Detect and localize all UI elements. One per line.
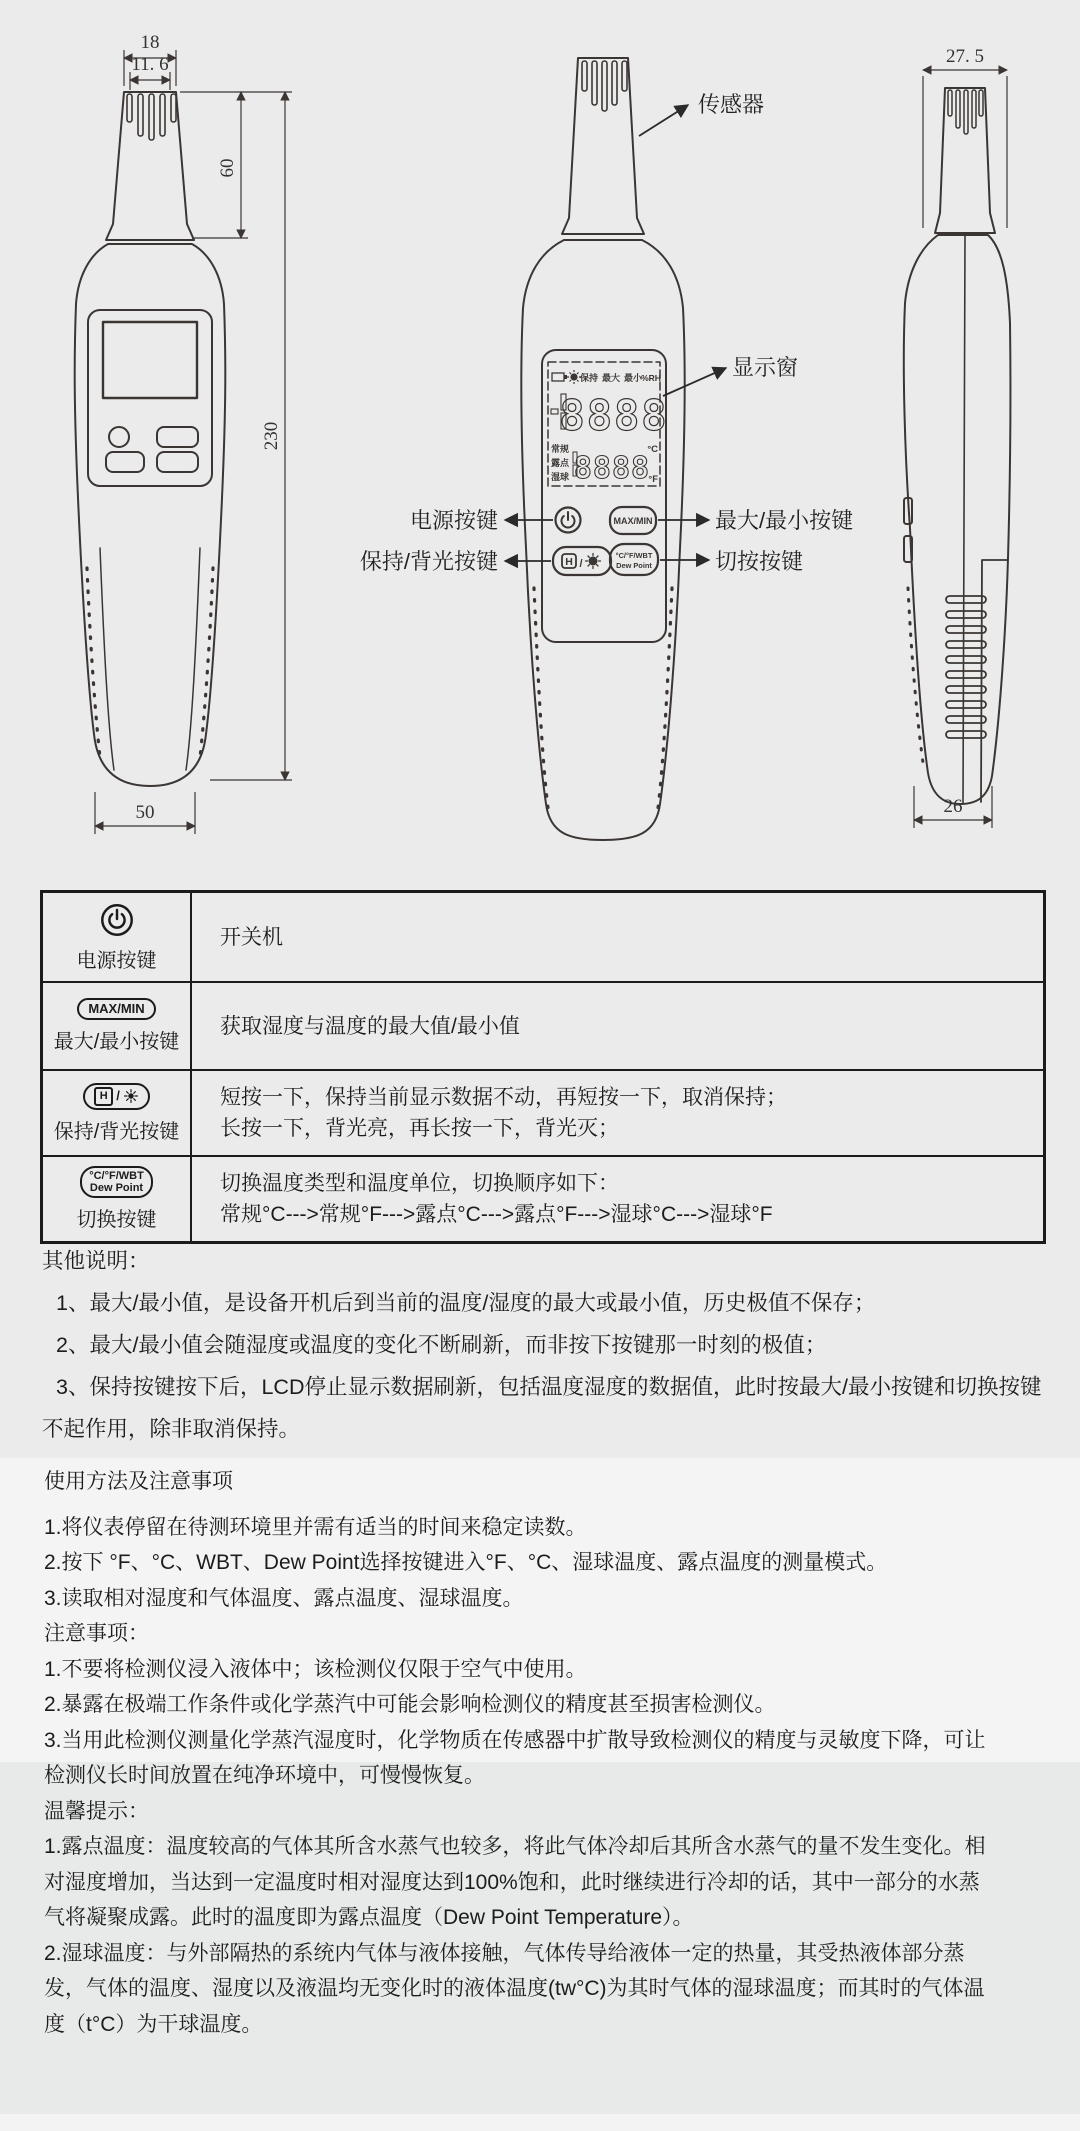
function-text: 切换温度类型和温度单位，切换顺序如下： (220, 1172, 619, 1195)
button-function-table (40, 890, 1046, 1244)
power-button-cell (43, 893, 192, 981)
dim-top-width: 18 (140, 32, 160, 53)
power-button (556, 508, 581, 533)
usage-instructions-section (44, 1464, 992, 2042)
background-band-bottom (0, 2114, 1080, 2131)
table-row (43, 893, 1043, 981)
callout-display: 显示窗 (732, 355, 799, 380)
callout-sensor: 传感器 (698, 92, 765, 117)
notes-title: 其他说明： (42, 1249, 150, 1273)
lcd-status-hold: 保持 (579, 373, 599, 383)
usage-step: 2.按下 °F、°C、WBT、Dew Point选择按键进入°F、°C、湿球温度、露点温度的测量模式。 (44, 1551, 888, 1574)
tip-item: 2.湿球温度：与外部隔热的系统内气体与液体接触，气体传导给液体一定的热量，其受热液体部分蒸发，气体的温度、湿度以及液温均无变化时的液体温度(tw°C)为其时气体的湿球温度；而其时的气体温度（t°C）为干球温度。 (44, 1941, 985, 2036)
switch-icon (80, 1166, 153, 1198)
switch-icon-line1: °C/°F/WBT (89, 1169, 144, 1182)
other-notes-section (42, 1240, 1044, 1450)
power-icon (98, 901, 136, 939)
dim-sensor-height: 60 (217, 158, 238, 178)
side-view-drawing (860, 28, 1080, 828)
lcd-status-min: 最小 (623, 373, 643, 383)
lcd-mode-wet: 湿球 (551, 472, 570, 482)
slash: / (116, 1087, 120, 1103)
tip-item: 1.露点温度：温度较高的气体其所含水蒸气也较多，将此气体冷却后其所含水蒸气的量不发生变化。相对湿度增加，当达到一定温度时相对湿度达到100%饱和，此时继续进行冷却的话，其中一部分的水蒸气将凝聚成露。此时的温度即为露点温度（Dew Point Temperature）。 (44, 1835, 986, 1929)
button-label: 切换按键 (76, 1209, 157, 1232)
button-shape (157, 427, 198, 447)
hold-button-cell (43, 1071, 192, 1155)
button-label: 保持/背光按键 (53, 1120, 180, 1143)
sensor-cap (562, 58, 644, 234)
screen-outline (103, 322, 197, 398)
function-text: 开关机 (220, 925, 283, 949)
tips-title: 温馨提示： (44, 1799, 149, 1823)
table-row (43, 1155, 1043, 1241)
table-row (43, 981, 1043, 1069)
sensor-cap (106, 92, 194, 240)
front-panel (88, 310, 212, 486)
sensor-cap (935, 88, 995, 233)
dim-total-height: 230 (261, 421, 282, 451)
h-letter: H (565, 556, 573, 568)
lcd-mode-dew: 露点 (551, 458, 570, 468)
usage-step: 3.读取相对湿度和气体温度、露点温度、湿球温度。 (44, 1586, 524, 1610)
callout-switch: 切按按键 (715, 549, 804, 574)
dim-body-width: 50 (135, 802, 155, 823)
caution-title: 注意事项： (44, 1622, 149, 1645)
dimension-lines (914, 70, 1007, 828)
switch-icon-line2: Dew Point (89, 1182, 144, 1194)
dim-sensor-width: 11. 6 (131, 54, 169, 75)
maxmin-icon-label: MAX/MIN (88, 1000, 145, 1016)
function-text: 长按一下，背光亮，再长按一下，背光灭； (220, 1117, 619, 1140)
battery-icon (552, 373, 564, 381)
usage-title: 使用方法及注意事项 (44, 1470, 233, 1493)
caution-item: 3.当用此检测仪测量化学蒸汽湿度时，化学物质在传感器中扩散导致检测仪的精度与灵敏度下降，可让检测仪长时间放置在纯净环境中，可慢慢恢复。 (44, 1728, 986, 1787)
dim-top-width: 27. 5 (946, 46, 984, 67)
button-label: 电源按键 (76, 950, 157, 972)
function-text: 获取湿度与温度的最大值/最小值 (220, 1014, 520, 1038)
bulb-icon (123, 1088, 139, 1104)
function-cell (192, 983, 1043, 1069)
switch-button-line1: °C/°F/WBT (615, 551, 653, 560)
backlight-icon (567, 370, 581, 384)
device-body (521, 240, 684, 840)
callout-power: 电源按键 (409, 508, 498, 533)
h-letter: H (94, 1087, 113, 1106)
round-button (109, 427, 129, 447)
lcd-status-rh: %RH (641, 373, 661, 383)
dim-bottom-width: 26 (943, 796, 963, 817)
maxmin-icon (77, 998, 155, 1020)
battery-nub (565, 375, 568, 379)
note-item: 1、最大/最小值，是设备开机后到当前的温度/湿度的最大或最小值，历史极值不保存； (56, 1291, 876, 1315)
vent-slots (946, 596, 986, 738)
function-text: 短按一下，保持当前显示数据不动，再短按一下，取消保持； (220, 1086, 787, 1109)
table-row (43, 1069, 1043, 1155)
lcd-sub-digits: 8888 (573, 451, 651, 486)
button-label: 最大/最小按键 (53, 1031, 180, 1054)
lcd-content (551, 370, 669, 486)
maxmin-button-label: MAX/MIN (613, 516, 653, 526)
switch-button-cell (43, 1157, 192, 1241)
function-cell (192, 1071, 1043, 1155)
hold-backlight-icon (83, 1083, 150, 1110)
button-shape (106, 452, 144, 472)
function-cell (192, 1157, 1043, 1241)
note-item: 2、最大/最小值会随湿度或温度的变化不断刷新，而非按下按键那一时刻的极值； (56, 1333, 827, 1357)
lcd-status-max: 最大 (601, 373, 621, 383)
lcd-mode-normal: 常规 (551, 444, 570, 454)
caution-item: 1.不要将检测仪浸入液体中；该检测仪仅限于空气中使用。 (44, 1657, 587, 1681)
function-text: 常规°C--->常规°F--->露点°C--->露点°F--->湿球°C--->湿球°F (220, 1203, 773, 1226)
callout-hold: 保持/背光按键 (359, 549, 498, 574)
device-body-side (904, 235, 1011, 804)
device-body (75, 244, 226, 786)
function-cell (192, 893, 1043, 981)
callout-arrows (505, 105, 726, 561)
bulb-icon (586, 554, 601, 569)
front-view-drawing (40, 28, 300, 838)
lcd-minus-segment (551, 409, 558, 414)
labeled-view-drawing (340, 28, 880, 850)
lcd-unit-f: °F (648, 474, 658, 485)
button-shape (157, 452, 198, 472)
switch-button-line2: Dew Point (616, 561, 652, 570)
lcd-unit-c: °C (647, 444, 658, 455)
maxmin-button-cell (43, 983, 192, 1069)
note-item: 3、保持按键按下后，LCD停止显示数据刷新，包括温度湿度的数据值，此时按最大/最小按键和切换按键不起作用，除非取消保持。 (42, 1375, 1042, 1441)
hold-slash: / (579, 558, 583, 570)
usage-step: 1.将仪表停留在待测环境里并需有适当的时间来稳定读数。 (44, 1515, 587, 1539)
callout-maxmin: 最大/最小按键 (715, 508, 854, 533)
lcd-main-digits: 8888 (559, 391, 669, 440)
caution-item: 2.暴露在极端工作条件或化学蒸汽中可能会影响检测仪的精度甚至损害检测仪。 (44, 1693, 776, 1716)
